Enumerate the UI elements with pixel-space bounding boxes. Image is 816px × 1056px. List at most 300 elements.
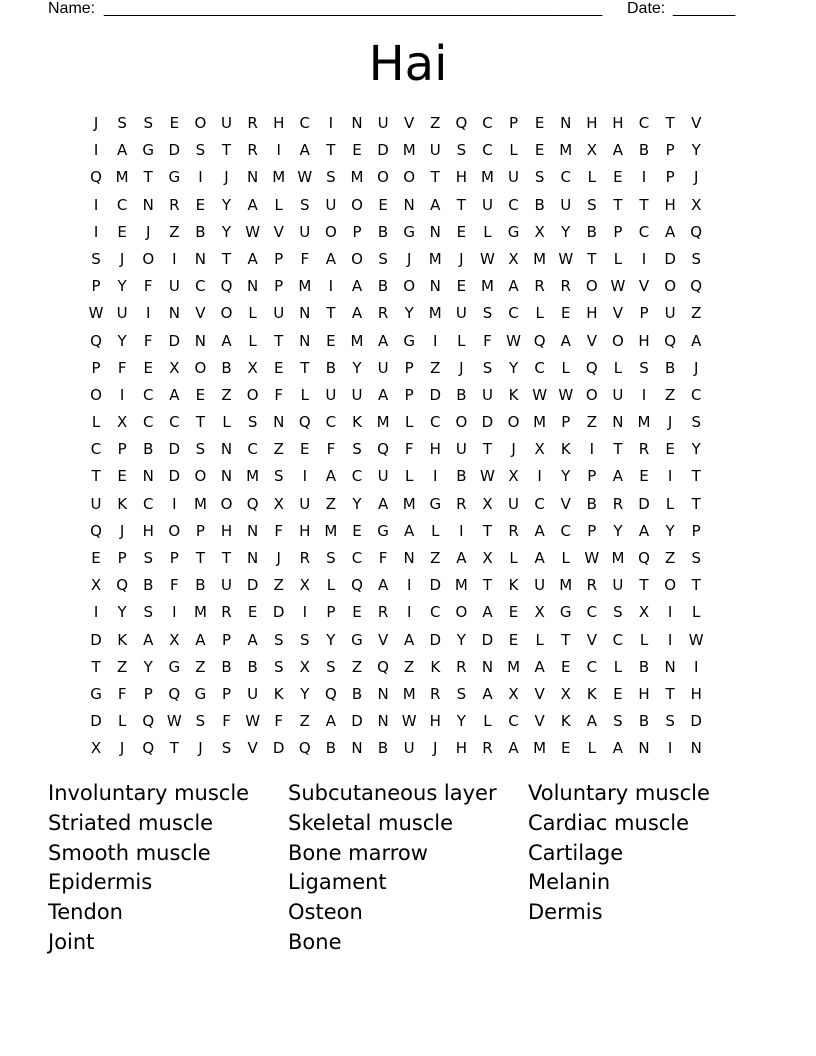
grid-letter: J [119,249,125,268]
grid-letter: U [377,467,389,486]
grid-letter: O [220,494,233,513]
grid-letter: T [195,549,205,567]
word-list-item: Osteon [288,900,363,925]
grid-letter: S [326,549,336,567]
grid-letter: C [247,440,258,459]
word-list-column [288,779,528,958]
name-blank-line: ________________________________________________________ [104,0,603,17]
grid-letter: J [511,440,516,459]
grid-letter: I [433,331,438,350]
grid-letter: Q [90,331,102,350]
word-list-item: Voluntary muscle [528,781,710,805]
grid-letter: P [561,413,571,432]
grid-letter: Z [351,657,363,676]
grid-letter: X [169,630,180,649]
grid-letter: K [273,684,284,703]
grid-letter: L [561,358,570,377]
grid-letter: L [639,630,649,649]
grid-letter: T [456,195,466,214]
grid-letter: P [352,222,362,241]
grid-letter: F [274,521,284,540]
grid-letter: O [455,413,468,432]
grid-letter: O [168,521,181,540]
grid-letter: A [195,630,206,649]
grid-letter: Y [221,222,232,241]
grid-letter: L [509,141,518,160]
grid-letter: F [300,249,310,268]
grid-letter: D [90,712,102,731]
grid-letter: L [483,222,492,241]
grid-letter: I [406,576,412,595]
grid-letter: R [638,440,650,459]
grid-letter: Q [246,494,259,513]
grid-letter: A [299,141,310,160]
grid-letter: T [639,576,649,595]
grid-letter: C [690,385,702,404]
grid-letter: U [351,385,363,404]
grid-letter: U [377,114,389,132]
grid-letter: I [302,603,308,622]
grid-letter: L [300,385,309,404]
grid-letter: U [90,494,102,513]
grid-letter: U [273,304,285,323]
grid-row [83,382,709,409]
grid-letter: S [587,195,597,214]
grid-letter: H [586,304,598,323]
grid-letter: P [665,168,675,187]
grid-letter: E [247,603,258,622]
grid-letter: P [613,222,623,241]
grid-letter: M [272,168,286,187]
grid-letter: S [691,549,701,567]
grid-letter: L [587,168,596,187]
grid-letter: Y [326,630,336,649]
grid-letter: A [377,331,389,350]
grid-letter: U [508,494,520,513]
grid-letter: R [482,739,493,758]
grid-letter: A [221,331,232,350]
grid-letter: Y [352,494,362,513]
grid-letter: A [664,222,676,241]
grid-letter: E [613,168,623,187]
name-date-header [48,0,748,20]
grid-letter: Y [117,331,127,350]
grid-letter: D [481,413,494,432]
grid-letter: C [586,603,598,622]
grid-letter: A [534,521,545,540]
grid-letter: X [534,440,545,459]
grid-letter: N [481,657,494,676]
grid-letter: M [193,603,207,622]
grid-letter: H [429,712,441,731]
grid-letter: N [246,277,259,296]
grid-row [83,599,709,626]
grid-letter: S [143,114,153,132]
grid-letter: N [168,304,180,323]
grid-letter: M [637,413,651,432]
grid-letter: I [537,467,542,486]
grid-letter: B [638,141,650,160]
grid-letter: M [376,413,390,432]
grid-letter: W [558,385,574,404]
grid-letter: I [93,222,99,241]
word-list-column [48,779,288,958]
grid-letter: O [324,222,337,241]
grid-letter: B [664,358,676,377]
grid-letter: C [430,603,441,622]
grid-letter: U [560,195,572,214]
grid-letter: A [325,467,337,486]
grid-letter: R [586,576,598,595]
grid-letter: X [273,494,284,513]
grid-letter: U [508,168,520,187]
grid-letter: C [299,114,311,132]
word-list-item: Tendon [48,900,123,925]
grid-letter: U [221,114,232,132]
grid-letter: S [613,712,623,731]
grid-letter: G [507,222,520,241]
grid-letter: R [560,277,571,296]
grid-letter: T [430,168,440,187]
grid-letter: I [589,440,595,459]
grid-letter: L [561,549,570,567]
grid-letter: N [299,331,311,350]
grid-letter: E [326,331,336,350]
grid-letter: D [272,739,285,758]
grid-letter: Z [404,657,415,676]
grid-letter: X [534,222,545,241]
grid-letter: W [245,222,261,241]
grid-letter: S [300,195,310,214]
grid-letter: J [224,168,229,187]
grid-letter: L [613,249,623,268]
grid-letter: E [639,467,649,486]
grid-letter: T [561,630,571,649]
grid-letter: K [508,385,519,404]
word-list-item: Subcutaneous layer [288,781,497,805]
grid-letter: S [456,684,467,703]
grid-letter: Y [561,222,571,241]
grid-row [83,192,709,219]
grid-letter: G [168,168,181,187]
grid-letter: Z [586,413,597,432]
grid-letter: C [638,222,650,241]
grid-letter: D [168,141,181,160]
grid-letter: G [559,603,572,622]
grid-letter: V [377,630,389,649]
grid-letter: T [274,331,284,350]
grid-letter: A [169,385,180,404]
grid-letter: L [483,712,492,731]
grid-letter: M [454,576,468,595]
grid-letter: U [377,358,389,377]
grid-letter: C [116,195,128,214]
grid-letter: I [641,385,647,404]
grid-letter: N [299,304,311,323]
grid-row [83,436,709,463]
grid-letter: C [142,385,154,404]
grid-letter: I [198,168,203,187]
grid-letter: M [298,277,312,296]
grid-letter: Z [273,440,284,459]
grid-letter: E [560,739,571,758]
grid-letter: U [429,141,441,160]
grid-letter: C [195,277,206,296]
grid-letter: I [667,739,673,758]
grid-letter: O [664,576,677,595]
grid-letter: I [641,249,647,268]
grid-letter: M [533,249,547,268]
grid-letter: O [194,358,207,377]
name-label: Name: [48,0,96,17]
grid-letter: C [430,413,441,432]
grid-letter: F [222,712,231,731]
grid-letter: J [693,358,699,377]
grid-letter: N [429,222,441,241]
grid-letter: F [326,440,336,459]
grid-letter: I [172,494,177,513]
grid-letter: D [429,630,442,649]
word-search-grid [83,110,709,763]
grid-letter: A [247,630,258,649]
grid-letter: I [119,385,125,404]
grid-letter: Z [325,494,337,513]
grid-letter: U [455,440,467,459]
grid-letter: M [193,494,207,513]
grid-letter: B [221,657,232,676]
grid-letter: N [377,712,389,731]
grid-letter: Z [430,358,441,377]
grid-letter: A [612,141,624,160]
grid-letter: U [534,576,546,595]
grid-letter: P [587,521,597,540]
grid-letter: P [587,467,597,486]
grid-letter: V [247,739,258,758]
grid-letter: T [665,684,675,703]
grid-letter: X [508,467,519,486]
grid-letter: R [430,684,441,703]
grid-letter: V [691,114,702,132]
grid-letter: R [456,494,467,513]
grid-letter: K [560,440,571,459]
grid-letter: L [692,603,701,622]
grid-letter: O [612,331,624,350]
grid-letter: N [612,413,624,432]
grid-letter: Q [377,657,389,676]
word-list-item: Bone [288,929,342,954]
grid-letter: L [431,521,440,540]
grid-letter: B [377,222,389,241]
grid-letter: A [508,739,519,758]
grid-letter: T [221,549,232,567]
grid-letter: X [482,549,493,567]
grid-letter: N [690,739,702,758]
grid-letter: L [587,739,596,758]
grid-letter: S [273,657,284,676]
grid-letter: E [352,603,362,622]
grid-letter: S [482,304,493,323]
grid-letter: S [195,440,206,459]
grid-letter: T [691,467,701,486]
grid-row [83,491,709,518]
grid-letter: B [638,657,650,676]
grid-letter: S [378,249,388,268]
grid-letter: S [300,630,310,649]
grid-letter: T [300,358,310,377]
grid-letter: B [325,739,337,758]
grid-letter: T [482,440,493,459]
grid-letter: O [194,114,207,132]
grid-letter: N [351,739,363,758]
grid-letter: E [534,114,545,132]
grid-letter: J [276,549,281,567]
grid-letter: D [377,141,389,160]
grid-letter: U [612,385,624,404]
grid-letter: J [459,249,464,268]
grid-letter: E [352,141,362,160]
grid-letter: X [586,141,597,160]
grid-letter: V [534,684,545,703]
grid-letter: S [482,358,493,377]
grid-letter: E [195,385,206,404]
grid-letter: E [195,195,206,214]
grid-letter: Q [690,222,703,241]
grid-letter: I [459,521,464,540]
word-list-item: Epidermis [48,870,153,895]
grid-row [83,681,709,708]
page-title: Hai [368,36,448,92]
grid-letter: A [586,712,597,731]
grid-letter: I [146,304,151,323]
grid-letter: F [404,440,414,459]
grid-letter: M [480,168,494,187]
grid-letter: F [117,684,127,703]
grid-letter: K [352,413,362,432]
grid-letter: Q [351,576,363,595]
grid-letter: D [168,331,181,350]
grid-letter: Z [299,712,310,731]
grid-letter: C [142,494,154,513]
grid-letter: N [246,168,259,187]
grid-letter: A [404,521,415,540]
grid-row [83,110,709,137]
word-list-item: Joint [48,929,95,954]
date-blank-line: _______ [673,0,736,17]
grid-letter: K [117,494,128,513]
grid-letter: P [169,549,179,567]
grid-letter: Z [430,549,441,567]
grid-letter: J [406,249,412,268]
grid-letter: X [90,739,102,758]
grid-letter: Q [90,168,102,187]
grid-letter: W [558,249,574,268]
word-list-item: Striated muscle [48,810,214,835]
grid-letter: M [428,304,442,323]
grid-letter: I [328,277,334,296]
grid-letter: A [456,549,467,567]
grid-letter: I [172,249,177,268]
grid-letter: N [664,657,676,676]
grid-letter: B [377,739,389,758]
grid-row [83,409,709,436]
grid-letter: Q [324,684,337,703]
grid-letter: C [560,521,571,540]
grid-letter: B [586,494,597,513]
grid-letter: L [404,413,414,432]
grid-letter: E [273,358,284,377]
grid-letter: T [482,521,493,540]
grid-letter: I [433,467,438,486]
date-label: Date: [627,0,666,17]
grid-letter: Q [220,277,233,296]
grid-letter: J [119,739,125,758]
grid-row [83,246,709,273]
grid-letter: C [612,630,624,649]
grid-letter: N [351,114,363,132]
grid-letter: Y [613,521,623,540]
grid-letter: Y [404,304,414,323]
grid-letter: H [299,521,311,540]
grid-letter: M [350,168,364,187]
grid-letter: A [247,249,258,268]
grid-letter: L [535,630,544,649]
grid-letter: H [455,168,467,187]
grid-letter: V [195,304,206,323]
word-list-item: Involuntary muscle [48,781,250,805]
grid-letter: L [404,467,414,486]
grid-letter: N [638,739,650,758]
grid-letter: B [143,576,154,595]
grid-letter: F [274,712,284,731]
grid-letter: S [326,168,336,187]
word-list-column [528,779,768,928]
grid-letter: Q [585,358,598,377]
grid-letter: V [404,114,415,132]
grid-letter: Y [456,712,466,731]
grid-letter: Z [664,549,676,567]
grid-letter: L [613,358,623,377]
grid-letter: S [691,249,701,268]
grid-letter: O [220,304,233,323]
grid-letter: C [482,114,493,132]
grid-letter: R [377,304,389,323]
grid-letter: T [613,440,623,459]
grid-letter: T [221,249,232,268]
grid-letter: W [532,385,548,404]
grid-letter: I [93,195,99,214]
grid-letter: O [403,277,416,296]
grid-letter: X [247,358,258,377]
grid-letter: D [90,630,102,649]
grid-letter: S [639,358,649,377]
grid-letter: V [586,331,597,350]
grid-letter: H [429,440,441,459]
grid-letter: P [639,304,649,323]
grid-letter: Q [142,739,155,758]
grid-letter: G [168,657,181,676]
grid-letter: V [612,304,624,323]
grid-letter: T [665,114,675,132]
grid-letter: T [195,413,205,432]
grid-letter: U [455,304,467,323]
grid-row [83,137,709,164]
grid-letter: W [480,467,495,486]
grid-letter: N [273,413,285,432]
grid-letter: B [221,358,232,377]
grid-letter: D [429,385,442,404]
grid-letter: E [169,114,180,132]
grid-letter: H [664,195,676,214]
